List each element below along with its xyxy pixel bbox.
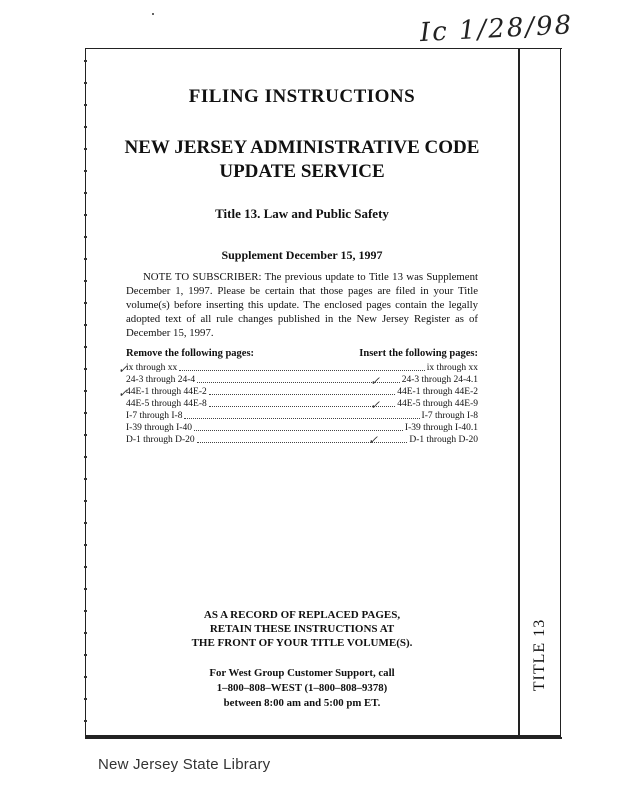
tab-divider <box>518 48 520 738</box>
support-line2: 1–800–808–WEST (1–800–808–9378) <box>216 682 388 694</box>
support-line3: between 8:00 am and 5:00 pm ET. <box>223 697 381 709</box>
record-line2: RETAIN THESE INSTRUCTIONS AT <box>209 623 395 635</box>
leader-dots <box>194 430 403 431</box>
record-line3: THE FRONT OF YOUR TITLE VOLUME(S). <box>191 637 413 649</box>
subscriber-note: NOTE TO SUBSCRIBER: The previous update to Title 13 was Supplement December 1, 1997. Please be certain that those pages are filed in your Title volume(s) before inserting this update. The enclosed pages contain the legally adopted text of all rule changes published in the New Jersey Register as of December 15, 1997. <box>126 271 478 339</box>
leader-dots <box>209 394 396 395</box>
support-line1: For West Group Customer Support, call <box>209 667 395 679</box>
remove-range: 44E-5 through 44E-8 <box>126 399 207 409</box>
table-row <box>126 362 478 374</box>
title-heading: Title 13. Law and Public Safety <box>215 206 389 221</box>
remove-range: ix through xx <box>126 363 178 373</box>
code-heading-line1: NEW JERSEY ADMINISTRATIVE CODE <box>124 137 480 158</box>
library-stamp: New Jersey State Library <box>98 756 271 773</box>
checkmark-icon: ✓ <box>370 398 381 412</box>
remove-range: 24-3 through 24-4 <box>126 375 196 385</box>
table-row <box>126 434 478 446</box>
insert-range: 44E-5 through 44E-9 <box>397 399 478 409</box>
code-heading-line2: UPDATE SERVICE <box>219 161 385 182</box>
checkmark-icon: ✓ <box>370 374 381 388</box>
bottom-rule <box>85 735 561 737</box>
remove-range: 44E-1 through 44E-2 <box>126 387 207 397</box>
table-row <box>126 386 478 398</box>
filing-heading: FILING INSTRUCTIONS <box>188 86 416 107</box>
record-instructions <box>86 608 518 650</box>
table-row <box>126 398 478 410</box>
supplement-heading: Supplement December 15, 1997 <box>221 248 383 262</box>
table-row <box>126 410 478 422</box>
remove-heading: Remove the following pages: <box>126 348 255 359</box>
remove-range: I-39 through I-40 <box>126 423 192 433</box>
checkmark-icon: ✓ <box>118 386 129 400</box>
table-row <box>126 374 478 386</box>
remove-range: D-1 through D-20 <box>126 435 195 445</box>
insert-range: 24-3 through 24-4.1 <box>401 375 478 385</box>
leader-dots <box>209 406 396 407</box>
insert-range: D-1 through D-20 <box>409 435 478 445</box>
pages-table <box>126 362 478 446</box>
leader-dots <box>179 370 425 371</box>
insert-range: ix through xx <box>426 363 478 373</box>
checkmark-icon: ✓ <box>118 362 129 376</box>
speck <box>152 13 154 15</box>
customer-support <box>86 666 518 711</box>
checkmark-icon: ✓ <box>368 433 379 447</box>
record-line1: AS A RECORD OF REPLACED PAGES, <box>203 609 401 621</box>
tab-edge <box>560 48 561 738</box>
insert-range: 44E-1 through 44E-2 <box>397 387 478 397</box>
leader-dots <box>184 418 419 419</box>
pages-header <box>126 348 478 362</box>
code-heading <box>86 136 518 184</box>
table-row <box>126 422 478 434</box>
insert-range: I-39 through I-40.1 <box>404 423 478 433</box>
tab-label: TITLE 13 <box>531 618 549 692</box>
insert-range: I-7 through I-8 <box>421 411 478 421</box>
insert-heading: Insert the following pages: <box>359 348 478 359</box>
title-tab <box>522 600 558 710</box>
handwritten-note: Ic 1/28/98 <box>419 10 574 49</box>
remove-range: I-7 through I-8 <box>126 411 183 421</box>
